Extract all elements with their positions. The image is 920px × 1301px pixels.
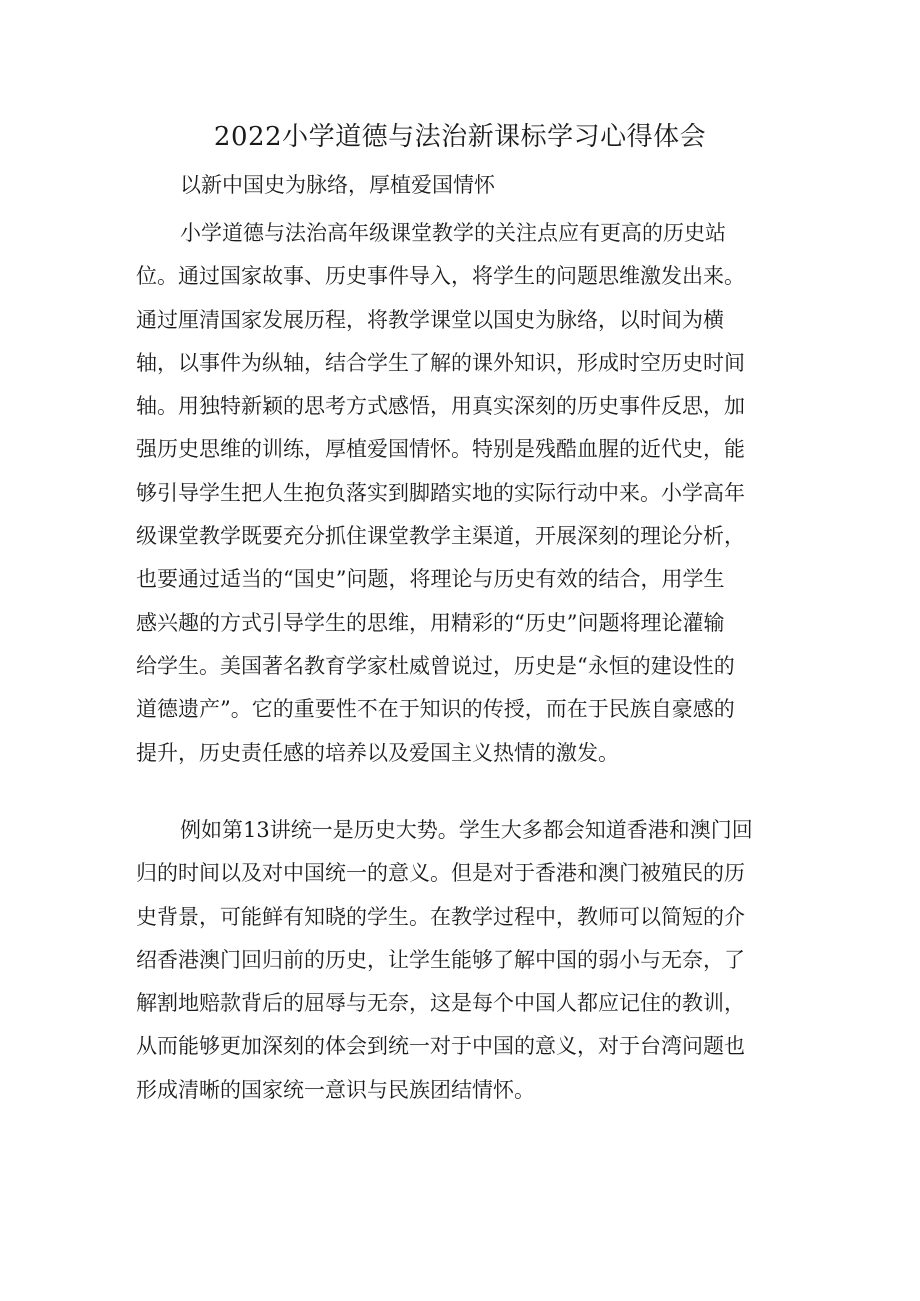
paragraph xyxy=(136,218,786,781)
paragraph xyxy=(136,815,786,1118)
paragraph-line: 级课堂教学既要充分抓住课堂教学主渠道，开展深刻的理论分析， xyxy=(136,524,745,549)
paragraph-line: 通过厘清国家发展历程，将教学课堂以国史为脉络，以时间为横 xyxy=(136,307,724,332)
paragraph-line: 也要通过适当的“国史”问题，将理论与历史有效的结合，用学生 xyxy=(136,567,725,592)
paragraph-line: 轴，以事件为纵轴，结合学生了解的课外知识，形成时空历史时间 xyxy=(136,350,745,375)
paragraph-line: 感兴趣的方式引导学生的思维，用精彩的“历史”问题将理论灌输 xyxy=(136,610,725,635)
paragraph-line: 例如第13讲统一是历史大势。学生大多都会知道香港和澳门回 xyxy=(180,818,753,842)
paragraph-line: 道德遗产”。它的重要性不在于知识的传授，而在于民族自豪感的 xyxy=(136,697,735,722)
paragraph-line: 轴。用独特新颖的思考方式感悟，用真实深刻的历史事件反思，加 xyxy=(136,394,745,419)
paragraph-line: 从而能够更加深刻的体会到统一对于中国的意义，对于台湾问题也 xyxy=(136,1034,745,1059)
document-title: 2022小学道德与法治新课标学习心得体会 xyxy=(213,122,707,152)
paragraph-line: 史背景，可能鲜有知晓的学生。在教学过程中，教师可以简短的介 xyxy=(136,904,745,929)
paragraph-line: 小学道德与法治高年级课堂教学的关注点应有更高的历史站 xyxy=(180,221,726,245)
paragraph-line: 给学生。美国著名教育学家杜威曾说过，历史是“永恒的建设性的 xyxy=(136,653,735,678)
paragraph-line: 形成清晰的国家统一意识与民族团结情怀。 xyxy=(136,1077,535,1102)
paragraph-line: 绍香港澳门回归前的历史，让学生能够了解中国的弱小与无奈，了 xyxy=(136,947,745,972)
paragraph-line: 够引导学生把人生抱负落实到脚踏实地的实际行动中来。小学高年 xyxy=(136,480,745,505)
paragraph-line: 强历史思维的训练，厚植爱国情怀。特别是残酷血腥的近代史，能 xyxy=(136,437,745,462)
paragraph-line: 解割地赔款背后的屈辱与无奈，这是每个中国人都应记住的教训， xyxy=(136,991,745,1016)
paragraph-line: 归的时间以及对中国统一的意义。但是对于香港和澳门被殖民的历 xyxy=(136,861,745,886)
paragraph-line: 位。通过国家故事、历史事件导入，将学生的问题思维激发出来。 xyxy=(136,264,745,289)
section-heading: 以新中国史为脉络，厚植爱国情怀 xyxy=(180,173,495,197)
paragraph-line: 提升，历史责任感的培养以及爱国主义热情的激发。 xyxy=(136,740,619,765)
